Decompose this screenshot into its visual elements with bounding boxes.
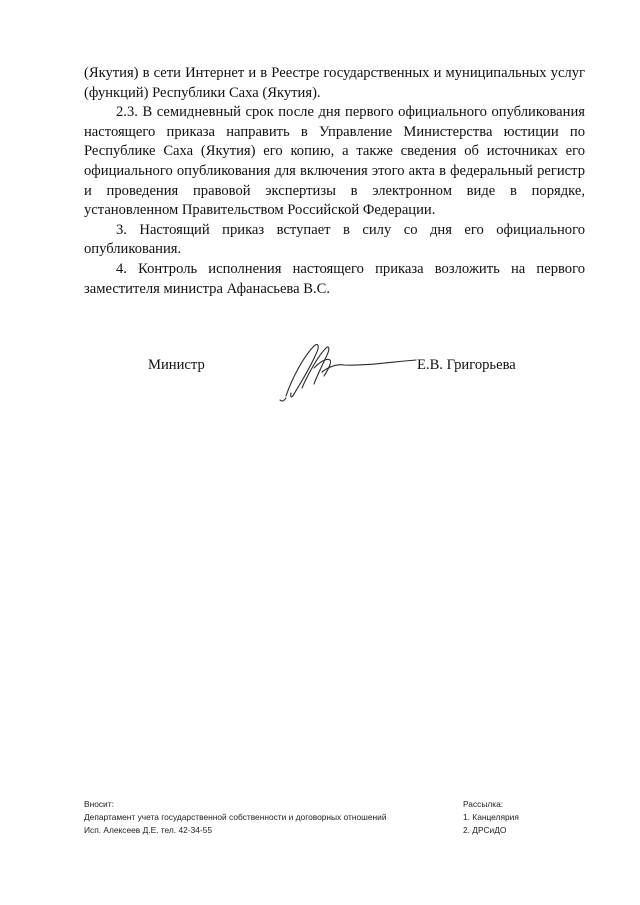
document-body xyxy=(84,64,585,299)
footer-submitted-by xyxy=(84,798,387,837)
footer-executor: Исп. Алексеев Д.Е. тел. 42-34-55 xyxy=(84,825,212,835)
paragraph-2-3: 2.3. В семидневный срок после дня первого официального опубликования настоящего приказа направить в Управление Министерства юстиции по Республике Саха (Якутия) его копию, а также сведения об источниках его официального опубликования для включения этого акта в федеральный регистр и проведения правовой экспертизы в электронном виде в порядке, установленном Правительством Российской Федерации. xyxy=(84,104,585,219)
paragraph-4: 4. Контроль исполнения настоящего приказа возложить на первого заместителя министра Афанасьева В.С. xyxy=(84,260,585,297)
footer-distribution xyxy=(463,798,519,837)
paragraph-continuation: (Якутия) в сети Интернет и в Реестре государственных и муниципальных услуг (функций) Республики Саха (Якутия). xyxy=(84,65,585,101)
footer-heading: Вносит: xyxy=(84,799,114,809)
footer-department: Департамент учета государственной собственности и договорных отношений xyxy=(84,812,387,822)
distribution-item: 2. ДРСиДО xyxy=(463,825,507,835)
footer-heading: Рассылка: xyxy=(463,799,504,809)
distribution-item: 1. Канцелярия xyxy=(463,812,519,822)
paragraph-3: 3. Настоящий приказ вступает в силу со дня его официального опубликования. xyxy=(84,221,585,258)
signatory-name: Е.В. Григорьева xyxy=(417,357,516,373)
signatory-title: Министр xyxy=(148,357,205,373)
handwritten-signature xyxy=(274,338,424,408)
